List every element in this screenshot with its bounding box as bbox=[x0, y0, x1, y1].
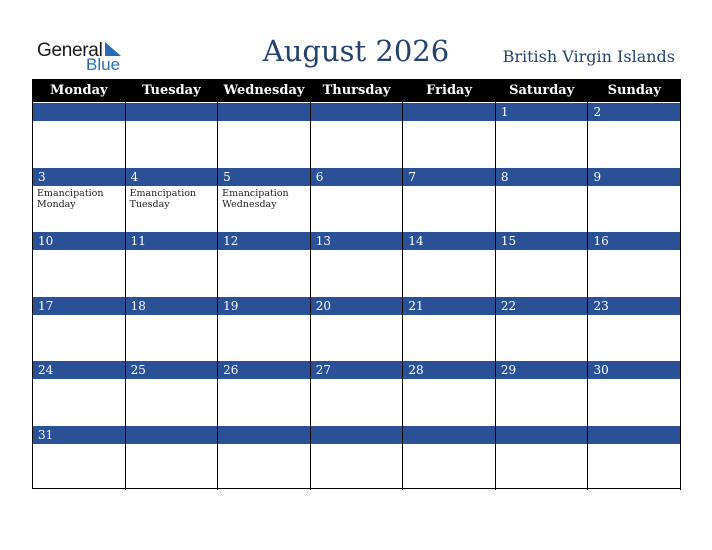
calendar-day-cell bbox=[403, 296, 496, 361]
day-content bbox=[33, 315, 125, 361]
day-content bbox=[403, 186, 495, 232]
calendar-day-cell bbox=[126, 231, 219, 296]
day-number bbox=[496, 425, 588, 444]
calendar-day-cell bbox=[496, 425, 589, 490]
weekday-header: Friday bbox=[403, 79, 496, 102]
calendar-day-cell bbox=[496, 360, 589, 425]
day-content bbox=[311, 121, 403, 167]
calendar-day-cell bbox=[311, 102, 404, 167]
day-number: 7 bbox=[403, 167, 495, 186]
day-number: 24 bbox=[33, 360, 125, 379]
calendar-day-cell bbox=[311, 167, 404, 232]
day-content bbox=[403, 250, 495, 296]
day-content bbox=[33, 379, 125, 425]
calendar-day-cell bbox=[218, 102, 311, 167]
calendar-day-cell bbox=[403, 102, 496, 167]
day-number: 28 bbox=[403, 360, 495, 379]
calendar-day-cell bbox=[218, 425, 311, 490]
day-content bbox=[218, 315, 310, 361]
day-number: 29 bbox=[496, 360, 588, 379]
day-number: 17 bbox=[33, 296, 125, 315]
calendar-day-cell bbox=[33, 296, 126, 361]
calendar-title: August 2026 bbox=[262, 34, 450, 68]
day-content bbox=[588, 444, 680, 490]
day-content bbox=[126, 315, 218, 361]
weekday-header: Thursday bbox=[311, 79, 404, 102]
day-content bbox=[403, 379, 495, 425]
calendar-day-cell bbox=[126, 425, 219, 490]
calendar-day-cell bbox=[588, 102, 681, 167]
weekday-header: Monday bbox=[33, 79, 126, 102]
calendar-day-cell bbox=[311, 360, 404, 425]
region-label: British Virgin Islands bbox=[502, 47, 675, 66]
day-content bbox=[218, 444, 310, 490]
calendar-day-cell bbox=[33, 167, 126, 232]
holiday-label: Emancipation Wednesday bbox=[222, 187, 289, 210]
day-number: 8 bbox=[496, 167, 588, 186]
calendar-day-cell bbox=[588, 231, 681, 296]
day-number bbox=[33, 102, 125, 121]
day-content bbox=[496, 186, 588, 232]
day-content bbox=[218, 250, 310, 296]
calendar-day-cell bbox=[496, 296, 589, 361]
day-number: 25 bbox=[126, 360, 218, 379]
day-number: 27 bbox=[311, 360, 403, 379]
calendar-day-cell bbox=[403, 360, 496, 425]
day-content bbox=[311, 250, 403, 296]
day-number bbox=[126, 102, 218, 121]
day-content bbox=[218, 186, 310, 232]
calendar-day-cell bbox=[126, 296, 219, 361]
day-content bbox=[33, 121, 125, 167]
weekday-header: Tuesday bbox=[126, 79, 219, 102]
calendar-day-cell bbox=[33, 102, 126, 167]
day-number: 19 bbox=[218, 296, 310, 315]
day-number bbox=[403, 425, 495, 444]
calendar-day-cell bbox=[218, 167, 311, 232]
day-number bbox=[403, 102, 495, 121]
day-number: 3 bbox=[33, 167, 125, 186]
day-number: 6 bbox=[311, 167, 403, 186]
day-number: 5 bbox=[218, 167, 310, 186]
day-number: 4 bbox=[126, 167, 218, 186]
day-content bbox=[588, 315, 680, 361]
holiday-label: Emancipation Monday bbox=[37, 187, 104, 210]
day-content bbox=[311, 186, 403, 232]
calendar-day-cell bbox=[311, 296, 404, 361]
calendar-week-row bbox=[33, 167, 681, 232]
day-content bbox=[588, 186, 680, 232]
day-content bbox=[311, 315, 403, 361]
day-number: 30 bbox=[588, 360, 680, 379]
day-content bbox=[126, 379, 218, 425]
day-number bbox=[588, 425, 680, 444]
calendar-week-row bbox=[33, 360, 681, 425]
day-content bbox=[33, 250, 125, 296]
day-number: 12 bbox=[218, 231, 310, 250]
day-content bbox=[496, 444, 588, 490]
day-number: 20 bbox=[311, 296, 403, 315]
day-content bbox=[218, 121, 310, 167]
calendar-grid bbox=[32, 79, 681, 489]
calendar-week-row bbox=[33, 231, 681, 296]
calendar-day-cell bbox=[126, 167, 219, 232]
day-number: 13 bbox=[311, 231, 403, 250]
day-content bbox=[126, 444, 218, 490]
calendar-day-cell bbox=[403, 167, 496, 232]
day-content bbox=[311, 444, 403, 490]
calendar-day-cell bbox=[588, 425, 681, 490]
holiday-label: Emancipation Tuesday bbox=[129, 187, 197, 210]
day-number: 22 bbox=[496, 296, 588, 315]
calendar-day-cell bbox=[218, 231, 311, 296]
calendar-day-cell bbox=[218, 360, 311, 425]
day-content bbox=[218, 379, 310, 425]
day-content bbox=[403, 121, 495, 167]
day-content bbox=[496, 250, 588, 296]
day-number bbox=[126, 425, 218, 444]
calendar-day-cell bbox=[403, 231, 496, 296]
day-number bbox=[218, 425, 310, 444]
calendar-day-cell bbox=[496, 167, 589, 232]
day-number: 1 bbox=[496, 102, 588, 121]
weekday-header: Sunday bbox=[588, 79, 681, 102]
day-content bbox=[126, 186, 218, 232]
day-content bbox=[403, 444, 495, 490]
day-number bbox=[311, 425, 403, 444]
day-content bbox=[496, 315, 588, 361]
day-number: 16 bbox=[588, 231, 680, 250]
weekday-header-row bbox=[33, 79, 681, 102]
calendar-day-cell bbox=[126, 360, 219, 425]
day-content bbox=[33, 186, 125, 232]
calendar-day-cell bbox=[33, 425, 126, 490]
day-content bbox=[496, 379, 588, 425]
day-content bbox=[311, 379, 403, 425]
day-number bbox=[218, 102, 310, 121]
logo-text-blue: Blue bbox=[86, 55, 121, 74]
day-content bbox=[588, 250, 680, 296]
day-number: 23 bbox=[588, 296, 680, 315]
day-number: 15 bbox=[496, 231, 588, 250]
calendar-day-cell bbox=[33, 360, 126, 425]
calendar-day-cell bbox=[218, 296, 311, 361]
day-number: 31 bbox=[33, 425, 125, 444]
day-number bbox=[311, 102, 403, 121]
day-content bbox=[126, 121, 218, 167]
day-number: 21 bbox=[403, 296, 495, 315]
calendar-week-row bbox=[33, 296, 681, 361]
calendar-week-row bbox=[33, 425, 681, 490]
day-number: 18 bbox=[126, 296, 218, 315]
day-number: 11 bbox=[126, 231, 218, 250]
calendar-day-cell bbox=[588, 360, 681, 425]
calendar-week-row bbox=[33, 102, 681, 167]
day-number: 10 bbox=[33, 231, 125, 250]
day-content bbox=[588, 121, 680, 167]
weekday-header: Wednesday bbox=[218, 79, 311, 102]
calendar-day-cell bbox=[126, 102, 219, 167]
day-content bbox=[496, 121, 588, 167]
calendar-day-cell bbox=[588, 296, 681, 361]
calendar-day-cell bbox=[311, 231, 404, 296]
calendar-day-cell bbox=[496, 102, 589, 167]
logo-text-general: General bbox=[37, 40, 103, 61]
day-content bbox=[403, 315, 495, 361]
calendar-day-cell bbox=[311, 425, 404, 490]
day-content bbox=[33, 444, 125, 490]
day-number: 9 bbox=[588, 167, 680, 186]
day-number: 26 bbox=[218, 360, 310, 379]
day-content bbox=[588, 379, 680, 425]
calendar-day-cell bbox=[588, 167, 681, 232]
calendar-day-cell bbox=[496, 231, 589, 296]
day-number: 2 bbox=[588, 102, 680, 121]
calendar-day-cell bbox=[33, 231, 126, 296]
weekday-header: Saturday bbox=[496, 79, 589, 102]
calendar-day-cell bbox=[403, 425, 496, 490]
day-number: 14 bbox=[403, 231, 495, 250]
day-content bbox=[126, 250, 218, 296]
